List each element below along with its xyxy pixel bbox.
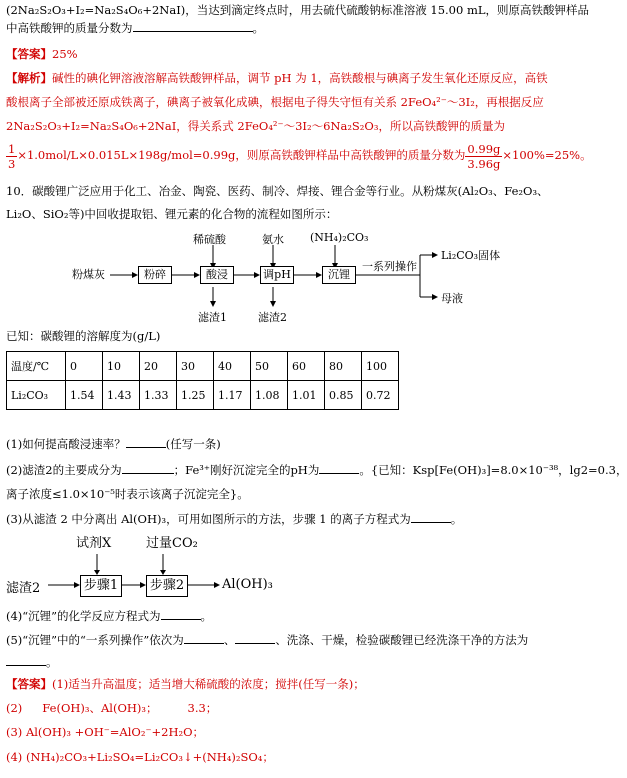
reagent-excess-co2: 过量CO₂ <box>146 536 198 551</box>
table-row: 温度/℃ 0 10 20 30 40 50 60 80 100 <box>7 352 399 381</box>
reagent-ammonia: 氨水 <box>262 233 284 246</box>
reagent-ammonium-carbonate: (NH₄)₂CO₃ <box>310 231 369 244</box>
analysis-line: 2Na₂S₂O₃+I₂=Na₂S₄O₆+2NaI，得关系式 2FeO₄²⁻～3I₂～6Na₂S₂O₃，所以高铁酸钾的质量为 <box>6 119 505 133</box>
sub-question-5-cont: 。 <box>6 654 58 670</box>
fraction-one-third: $\frac{1}{3}$ <box>8 141 16 171</box>
flow2-start: 滤渣2 <box>6 581 41 596</box>
flow-step-lithium-precip: 沉锂 <box>322 266 356 284</box>
answers-line-1: 【答案】(1)适当升高温度；适当增大稀硫酸的浓度；搅拌(任写一条)； <box>6 677 365 691</box>
answer-line: 【答案】25% <box>6 47 78 61</box>
sub-question-1: (1)如何提高酸浸速率？ (任写一条) <box>6 437 221 451</box>
sub-question-2-cont: 离子浓度≤1.0×10⁻⁵时表示该离子沉淀完全}。 <box>6 487 249 501</box>
analysis-line: 酸根离子全部被还原成铁离子，碘离子被氧化成碘，根据电子得失守恒有关系 2FeO₄²⁻～3I₂，再根据反应 <box>6 95 544 109</box>
flow2-step2: 步骤2 <box>146 575 188 597</box>
flow-step-adjust-ph: 调pH <box>260 266 294 284</box>
question-10-line: Li₂O、SiO₂等)中回收提取铝、锂元素的化合物的流程如图所示： <box>6 207 338 221</box>
filter-residue-2: 滤渣2 <box>258 311 287 324</box>
solubility-table <box>6 351 399 410</box>
question-text-line: (2Na₂S₂O₃+I₂=Na₂S₄O₆+2NaI)，当达到滴定终点时，用去硫代硫酸钠标准溶液 15.00 mL，则原高铁酸钾样品 <box>6 3 590 17</box>
flow2-product: Al(OH)₃ <box>222 577 273 592</box>
fraction-mass: $\frac{0.99g}{3.96g}$ <box>467 141 501 171</box>
analysis-fraction-line: $\frac{1}{3}$ ×1.0mol/L×0.015L×198g/mol=0.99g，则原高铁酸钾样品中高铁酸钾的质量分数为 $\frac{0.99g}{3.96g}$ ×100%=25%。 <box>8 141 592 171</box>
reagent-dilute-sulfuric: 稀硫酸 <box>193 233 226 246</box>
flow2-step1: 步骤1 <box>80 575 122 597</box>
filter-residue-1: 滤渣1 <box>198 311 227 324</box>
product-li2co3: Li₂CO₃固体 <box>441 249 501 262</box>
flow-step-crush: 粉碎 <box>138 266 172 284</box>
flow-step-acid-leach: 酸浸 <box>200 266 234 284</box>
sub-question-4: (4)“沉锂”的化学反应方程式为 。 <box>6 609 213 623</box>
question-text-line: 中高铁酸钾的质量分数为 。 <box>6 21 264 35</box>
reagent-x: 试剂X <box>76 536 112 551</box>
sub-question-2: (2)滤渣2的主要成分为 ；Fe³⁺刚好沉淀完全的pH为 。{已知：Ksp[Fe(OH)₃]=8.0×10⁻³⁸，lg2=0.3， <box>6 463 627 477</box>
analysis-line: 【解析】碱性的碘化钾溶液溶解高铁酸钾样品，调节 pH 为 1，高铁酸根与碘离子发生氧化还原反应，高铁 <box>6 71 548 85</box>
known-solubility: 已知：碳酸锂的溶解度为(g/L) <box>6 329 161 343</box>
table-row: Li₂CO₃ 1.54 1.43 1.33 1.25 1.17 1.08 1.01 0.85 0.72 <box>7 381 399 410</box>
answers-line-2: (2) Fe(OH)₃、Al(OH)₃； 3.3； <box>6 701 218 715</box>
sub-question-5: (5)“沉锂”中的“一系列操作”依次为 、 、洗涤、干燥，检验碳酸锂已经洗涤干净的方法为 <box>6 633 529 647</box>
flow-series-ops: 一系列操作 <box>362 260 417 273</box>
question-10-line: 10．碳酸锂广泛应用于化工、冶金、陶瓷、医药、制冷、焊接、锂合金等行业。从粉煤灰(Al₂O₃、Fe₂O₃、 <box>6 184 549 198</box>
flow-start-label: 粉煤灰 <box>72 268 105 281</box>
answers-line-4: (4) (NH₄)₂CO₃+Li₂SO₄=Li₂CO₃↓+(NH₄)₂SO₄； <box>6 750 274 764</box>
answers-line-3: (3) Al(OH)₃ +OH⁻=AlO₂⁻+2H₂O； <box>6 725 205 739</box>
sub-question-3: (3)从滤渣 2 中分离出 Al(OH)₃，可用如图所示的方法，步骤 1 的离子方程式为 。 <box>6 512 463 526</box>
product-mother-liquor: 母液 <box>441 292 463 305</box>
